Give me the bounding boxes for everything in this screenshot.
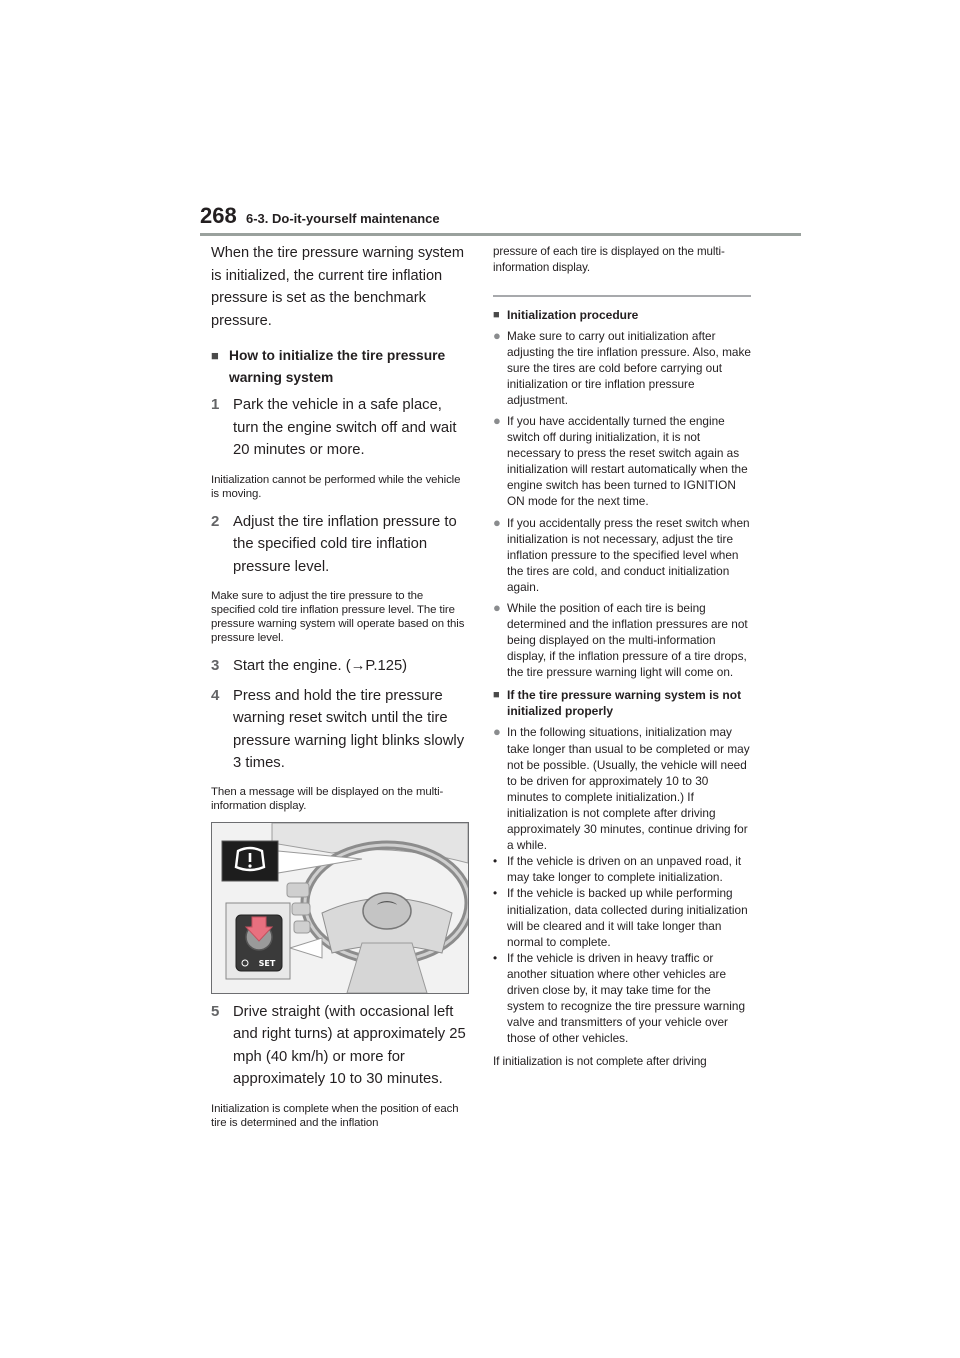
step-number: 2 — [211, 512, 220, 530]
step-4 — [211, 685, 469, 775]
square-bullet-icon: ■ — [211, 348, 219, 363]
step-text: Start the engine. (→P.125) — [233, 658, 408, 674]
circle-bullet-icon: ● — [493, 724, 501, 740]
heading-not-initialized — [493, 687, 751, 719]
sub-item — [493, 950, 751, 1047]
dot-bullet-icon: • — [493, 950, 498, 965]
bullet-item — [493, 724, 751, 853]
closing-text: If initialization is not complete after driving — [493, 1054, 707, 1069]
set-label: SET — [258, 958, 276, 968]
section-divider — [493, 295, 751, 297]
sub-item-text: If the vehicle is driven in heavy traffic or another situation where other vehicles are driven close by, it may take time for the system to recognize the tire pressure warning valve and transmitters of your vehicle over those of other vehicles. — [507, 950, 746, 1046]
dot-bullet-icon: • — [493, 886, 498, 901]
step-text: Adjust the tire inflation pressure to the specified cold tire inflation pressure level. — [233, 513, 457, 575]
heading-initialize — [211, 345, 469, 388]
bullet-text: While the position of each tire is being determined and the inflation pressures are not being displayed on the multi-information display, if the inflation pressure of a tire drops, the tire pressure warning light will come on. — [507, 601, 748, 680]
bullet-item — [493, 328, 751, 408]
circle-bullet-icon: ● — [493, 600, 501, 615]
heading-text: If the tire pressure warning system is not initialized properly — [507, 688, 742, 719]
step-2 — [211, 511, 469, 579]
step-text: Park the vehicle in a safe place, turn the engine switch off and wait 20 minutes or more. — [233, 397, 457, 458]
step-number: 4 — [211, 686, 220, 704]
bullet-item — [493, 600, 751, 680]
bullet-item — [493, 413, 751, 510]
step-note: Make sure to adjust the tire pressure to the specified cold tire inflation pressure level. The tire pressure warning system will operate based on this pressure level. — [211, 590, 465, 644]
continued-text: pressure of each tire is displayed on the multi-information display. — [493, 245, 725, 274]
sub-item-text: If the vehicle is backed up while performing initialization, data collected during initialization will be cleared and it will take longer than normal to complete. — [507, 886, 748, 949]
bullet-text: Make sure to carry out initialization after adjusting the tire inflation pressure. Also, make sure the tires are cold before carrying out initialization or tire inflation pressure adjustment. — [507, 328, 751, 407]
step-number: 5 — [211, 1002, 220, 1020]
square-bullet-icon: ■ — [493, 689, 500, 702]
step-text: Press and hold the tire pressure warning reset switch until the tire pressure warning light blinks slowly 3 times. — [233, 687, 465, 771]
step-note: Initialization is complete when the position of each tire is determined and the inflation — [211, 1102, 459, 1129]
step-text: Drive straight (with occasional left and right turns) at approximately 25 mph (40 km/h) or more for approximately 10 to 30 minutes. — [233, 1003, 466, 1087]
page-number: 268 — [200, 203, 237, 228]
step-3 — [211, 655, 469, 678]
sub-item — [493, 853, 751, 885]
step-5 — [211, 1001, 469, 1091]
sub-item-text: If the vehicle is driven on an unpaved road, it may take longer to complete initialization. — [507, 854, 742, 885]
svg-text:⌒: ⌒ — [377, 898, 397, 923]
bullet-text: If you accidentally press the reset switch when initialization is not necessary, adjust the tire inflation pressure to the specified level when the tires are cold, and conduct initialization again. — [507, 515, 750, 594]
section-title: 6-3. Do-it-yourself maintenance — [246, 211, 440, 226]
circle-bullet-icon: ● — [493, 327, 501, 343]
intro-paragraph: When the tire pressure warning system is initialized, the current tire inflation pressure is set as the benchmark pressure. — [211, 245, 465, 329]
step-1 — [211, 394, 469, 462]
heading-initialization-procedure — [493, 307, 751, 323]
step-note: Initialization cannot be performed while the vehicle is moving. — [211, 473, 461, 500]
circle-bullet-icon: ● — [493, 412, 501, 428]
circle-bullet-icon: ● — [493, 514, 501, 530]
step-note: Then a message will be displayed on the multi-information display. — [211, 785, 444, 812]
square-bullet-icon: ■ — [493, 308, 500, 321]
bullet-text: In the following situations, initialization may take longer than usual to be completed or may not be possible. (Usually, the vehicle will need to be driven for approximately 10 to 30 minutes to complete initialization.) If initialization is not complete after driving approximately 30 minutes, continue driving for a while. — [507, 725, 750, 853]
bullet-item — [493, 515, 751, 595]
left-column — [211, 242, 469, 1130]
sub-item — [493, 885, 751, 949]
header-rule — [200, 233, 801, 236]
bullet-text: If you have accidentally turned the engine switch off during initialization, it is not necessary to press the reset switch again as initialization will restart automatically when the engine switch has been turned to IGNITION ON mode for the next time. — [507, 413, 748, 509]
step-number: 1 — [211, 396, 220, 413]
heading-text: How to initialize the tire pressure warning system — [229, 348, 446, 385]
heading-text: Initialization procedure — [507, 307, 639, 322]
step-number: 3 — [211, 657, 220, 674]
dot-bullet-icon: • — [493, 854, 498, 869]
dashboard-drawing — [212, 823, 468, 993]
reset-switch-illustration — [211, 822, 469, 994]
right-column — [493, 244, 751, 1069]
